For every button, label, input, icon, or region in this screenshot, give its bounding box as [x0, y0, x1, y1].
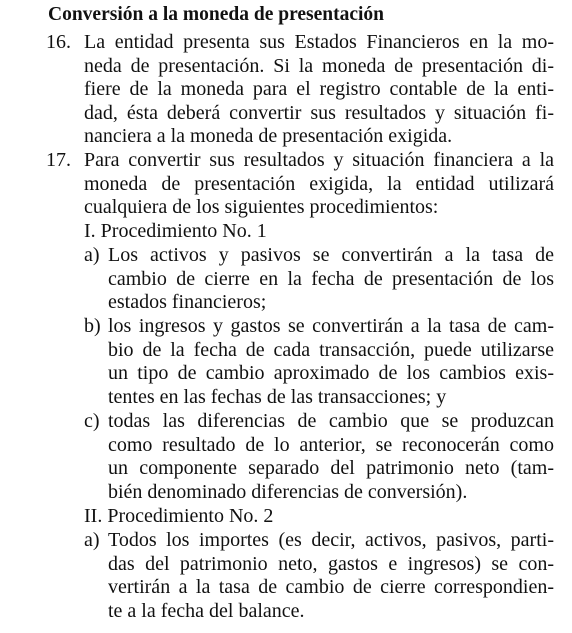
- text-line: dad, ésta deberá convertir sus resultados y situación fi-: [84, 101, 554, 124]
- text-line: bién denominado diferencias de conversión).: [108, 480, 468, 503]
- subitem-text: [108, 410, 554, 504]
- text-line: La entidad presenta sus Estados Financieros en la mo-: [84, 31, 554, 53]
- subitem-marker: b): [84, 315, 101, 337]
- subitem-marker: a): [84, 529, 100, 551]
- text-line: todas las diferencias de cambio que se produzcan: [108, 410, 554, 432]
- paragraph-text: [84, 31, 554, 149]
- paragraph-number: 16.: [46, 31, 71, 53]
- subitem-marker: a): [84, 244, 100, 266]
- section-heading: Conversión a la moneda de presentación: [48, 4, 385, 25]
- text-line: Los activos y pasivos se convertirán a la tasa de: [108, 244, 554, 266]
- text-line: un componente separado del patrimonio neto (tam-: [108, 457, 554, 479]
- text-line: fiere de la moneda para el registro contable de la enti-: [84, 78, 554, 100]
- subitem-text: [108, 529, 554, 623]
- text-line: bio de la fecha de cada transacción, puede utilizarse: [108, 338, 554, 361]
- paragraph-number: 17.: [46, 149, 71, 171]
- procedure-title: I. Procedimiento No. 1: [84, 220, 267, 242]
- text-line: vertirán a la tasa de cambio de cierre correspondien-: [108, 576, 554, 598]
- text-line: como resultado de lo anterior, se reconocerán como: [108, 433, 554, 456]
- subitem-marker: c): [84, 410, 100, 432]
- text-line: Para convertir sus resultados y situación financiera a la: [84, 149, 554, 171]
- text-line: das del patrimonio neto, gastos e ingresos) se con-: [108, 552, 554, 575]
- paragraph-text: [84, 149, 554, 220]
- text-line: los ingresos y gastos se convertirán a la tasa de cam-: [108, 315, 554, 337]
- text-line: un tipo de cambio aproximado de los cambios exis-: [108, 362, 554, 384]
- text-line: estados financieros;: [108, 291, 267, 313]
- subitem-text: [108, 315, 554, 409]
- procedure-title: II. Procedimiento No. 2: [84, 505, 274, 527]
- text-line: cualquiera de los siguientes procedimientos:: [84, 196, 439, 218]
- text-line: te a la fecha del balance.: [108, 599, 305, 622]
- text-line: Todos los importes (es decir, activos, pasivos, parti-: [108, 529, 554, 551]
- text-line: nanciera a la moneda de presentación exigida.: [84, 125, 453, 147]
- text-line: tentes en las fechas de las transacciones; y: [108, 385, 447, 408]
- text-line: cambio de cierre en la fecha de presentación de los: [108, 267, 554, 290]
- text-line: neda de presentación. Si la moneda de presentación di-: [84, 54, 554, 77]
- text-line: moneda de presentación exigida, la entidad utilizará: [84, 172, 554, 195]
- subitem-text: [108, 244, 554, 315]
